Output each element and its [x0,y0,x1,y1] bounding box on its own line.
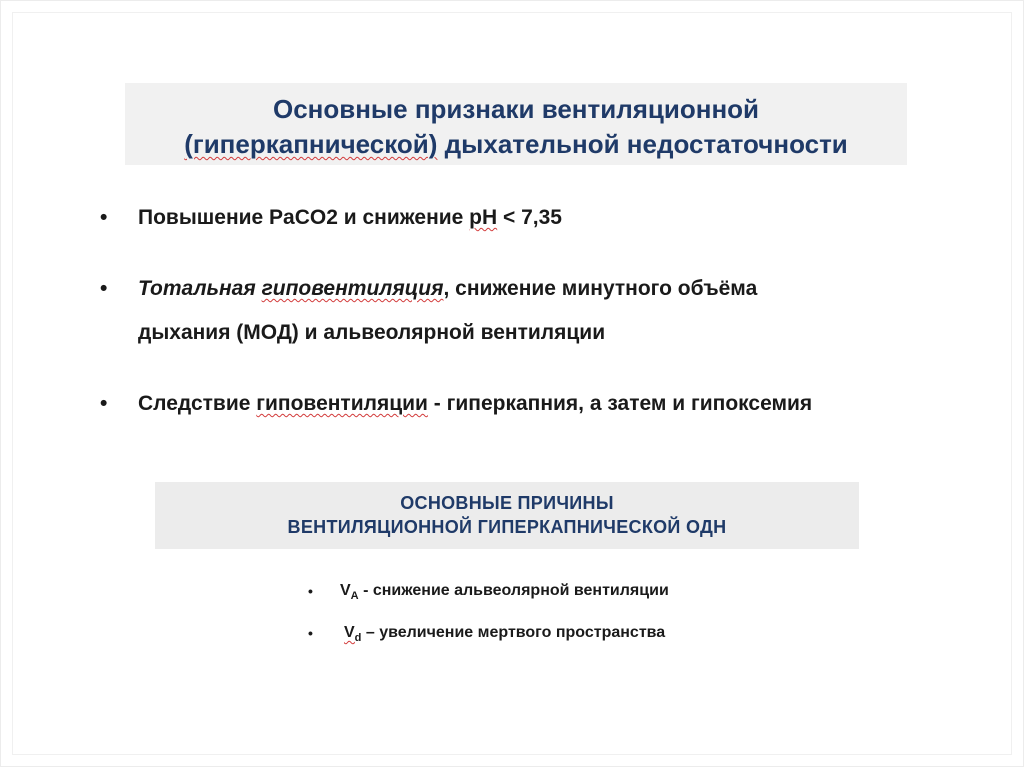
signs-list [100,196,940,453]
sign-2-line-1 [138,267,940,311]
sign-2-line-1-rest: , снижение минутного объёма [443,277,758,300]
sign-item-1 [100,196,940,240]
cause-2-symbol [344,624,362,644]
sign-1-ph: pH [469,206,498,229]
sign-2-line-2: дыхания (МОД) и альвеолярной вентиляции [138,321,606,344]
cause-2-subscript: d [354,632,362,644]
sign-2-italic-squiggle: гиповентиляция [261,277,444,300]
sign-3-text [138,382,940,426]
causes-heading-line-1: ОСНОВНЫЕ ПРИЧИНЫ [400,493,614,513]
title-box [125,83,907,165]
bullet-dot: • [100,392,108,415]
cause-2-text: – увеличение мертвого пространства [361,624,666,641]
causes-heading-box [155,482,859,549]
sign-1-text [138,196,940,240]
bullet-dot: • [308,583,313,599]
cause-1-text: - снижение альвеолярной вентиляции [358,582,669,599]
bullet-dot: • [100,206,108,229]
cause-1-symbol [340,582,359,602]
cause-1-symbol-letter: V [340,582,351,599]
sign-2-italic-a: Тотальная [138,277,262,300]
sign-3-squiggle: гиповентиляции [256,392,428,415]
sign-item-2 [100,267,940,355]
title-line-1: Основные признаки вентиляционной [272,94,760,124]
bullet-dot: • [100,277,108,300]
cause-item-2 [308,619,828,647]
sign-3-before: Следствие [138,392,257,415]
sign-3-after: - гиперкапния, а затем и гипоксемия [427,392,813,415]
causes-list [308,577,828,661]
cause-1-subscript: A [350,590,359,602]
causes-heading-line-2: ВЕНТИЛЯЦИОННОЙ ГИПЕРКАПНИЧЕСКОЙ ОДН [287,517,727,537]
title-squiggle-word: (гиперкапнической) [184,129,438,159]
bullet-dot: • [308,625,313,641]
title-line-2 [125,127,907,162]
sign-1-before: Повышение PaCO2 и снижение [138,206,470,229]
cause-item-1 [308,577,828,605]
sign-1-after: < 7,35 [497,206,562,229]
cause-2-symbol-letter: V [344,624,355,641]
sign-item-3 [100,382,940,426]
title-line-2-rest: дыхательной недостаточности [437,129,848,159]
